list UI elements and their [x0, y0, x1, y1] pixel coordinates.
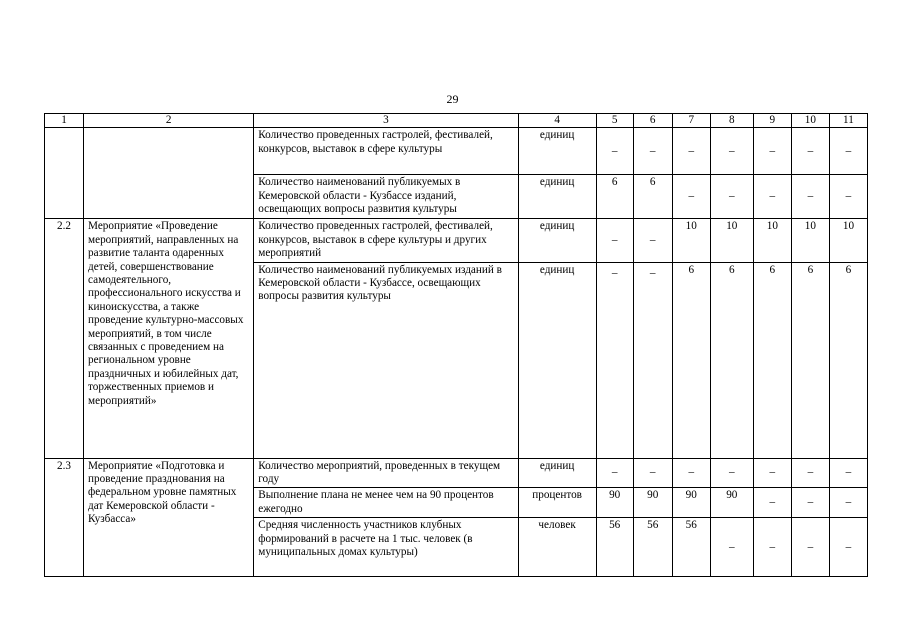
value-cell: 90 — [710, 488, 753, 518]
value-cell: – — [596, 262, 633, 458]
value-cell: 6 — [829, 262, 867, 458]
value-cell: – — [710, 518, 753, 577]
value-cell: – — [710, 175, 753, 219]
item-number-cell — [45, 128, 84, 219]
value-cell: – — [633, 219, 672, 262]
header-row — [45, 114, 868, 128]
column-header: 3 — [254, 114, 518, 128]
indicator-name: Количество проведенных гастролей, фестивалей, конкурсов, выставок в сфере культуры — [254, 128, 518, 175]
value-cell: – — [633, 262, 672, 458]
value-cell: 6 — [753, 262, 791, 458]
column-header: 5 — [596, 114, 633, 128]
value-cell: 6 — [672, 262, 710, 458]
column-header: 2 — [84, 114, 254, 128]
unit-cell: единиц — [518, 128, 596, 175]
value-cell: 10 — [710, 219, 753, 262]
indicator-name: Количество проведенных гастролей, фестивалей, конкурсов, выставок в сфере культуры и других мероприятий — [254, 219, 518, 262]
value-cell: – — [672, 128, 710, 175]
value-cell: – — [791, 128, 829, 175]
unit-cell: единиц — [518, 219, 596, 262]
column-header: 10 — [791, 114, 829, 128]
indicators-table — [44, 113, 868, 577]
value-cell: 56 — [672, 518, 710, 577]
event-cell — [84, 128, 254, 219]
indicator-name: Количество мероприятий, проведенных в текущем году — [254, 458, 518, 488]
value-cell: – — [710, 128, 753, 175]
value-cell: – — [791, 488, 829, 518]
column-header: 1 — [45, 114, 84, 128]
unit-cell: единиц — [518, 262, 596, 458]
value-cell: 6 — [791, 262, 829, 458]
value-cell: – — [710, 458, 753, 488]
value-cell: 10 — [829, 219, 867, 262]
page-number: 29 — [446, 92, 459, 106]
unit-cell: процентов — [518, 488, 596, 518]
value-cell: 6 — [596, 175, 633, 219]
column-header: 8 — [710, 114, 753, 128]
value-cell: – — [753, 488, 791, 518]
event-description: Мероприятие «Подготовка и проведение празднования на федеральном уровне памятных дат Кемеровской области - Кузбасса» — [84, 458, 254, 577]
value-cell: 90 — [633, 488, 672, 518]
column-header: 4 — [518, 114, 596, 128]
value-cell: – — [829, 458, 867, 488]
value-cell: – — [753, 518, 791, 577]
value-cell: – — [596, 128, 633, 175]
value-cell: – — [829, 128, 867, 175]
value-cell: – — [633, 458, 672, 488]
column-header: 11 — [829, 114, 867, 128]
indicator-name: Выполнение плана не менее чем на 90 процентов ежегодно — [254, 488, 518, 518]
value-cell: – — [829, 175, 867, 219]
unit-cell: единиц — [518, 458, 596, 488]
value-cell: – — [633, 128, 672, 175]
value-cell: – — [829, 518, 867, 577]
value-cell: – — [829, 488, 867, 518]
value-cell: 6 — [633, 175, 672, 219]
value-cell: 10 — [672, 219, 710, 262]
item-number: 2.3 — [45, 458, 84, 577]
value-cell: 90 — [672, 488, 710, 518]
value-cell: 10 — [791, 219, 829, 262]
indicator-name: Количество наименований публикуемых в Кемеровской области - Кузбассе изданий, освещающих вопросы развития культуры — [254, 175, 518, 219]
value-cell: – — [791, 175, 829, 219]
column-header: 9 — [753, 114, 791, 128]
event-description: Мероприятие «Проведение мероприятий, направленных на развитие таланта одаренных детей, совершенствование самодеятельного, профессионального искусства и киноискусства, а также проведение культурно-массовых мероприятий, в том числе связанных с проведением на региональном уровне праздничных и юбилейных дат, торжественных приемов и мероприятий» — [84, 219, 254, 458]
value-cell: – — [672, 458, 710, 488]
value-cell: – — [596, 458, 633, 488]
value-cell: 90 — [596, 488, 633, 518]
indicator-name: Средняя численность участников клубных формирований в расчете на 1 тыс. человек (в муниципальных домах культуры) — [254, 518, 518, 577]
item-number: 2.2 — [45, 219, 84, 458]
value-cell: – — [753, 128, 791, 175]
value-cell: – — [672, 175, 710, 219]
indicator-name: Количество наименований публикуемых изданий в Кемеровской области - Кузбассе, освещающих вопросы развития культуры — [254, 262, 518, 458]
column-header: 6 — [633, 114, 672, 128]
value-cell: 10 — [753, 219, 791, 262]
value-cell: – — [791, 458, 829, 488]
value-cell: – — [753, 458, 791, 488]
unit-cell: человек — [518, 518, 596, 577]
unit-cell: единиц — [518, 175, 596, 219]
table-row — [45, 219, 868, 262]
value-cell: 56 — [596, 518, 633, 577]
table-row — [45, 458, 868, 488]
table-row — [45, 128, 868, 175]
value-cell: 6 — [710, 262, 753, 458]
value-cell: – — [753, 175, 791, 219]
value-cell: – — [791, 518, 829, 577]
value-cell: 56 — [633, 518, 672, 577]
value-cell: – — [596, 219, 633, 262]
column-header: 7 — [672, 114, 710, 128]
